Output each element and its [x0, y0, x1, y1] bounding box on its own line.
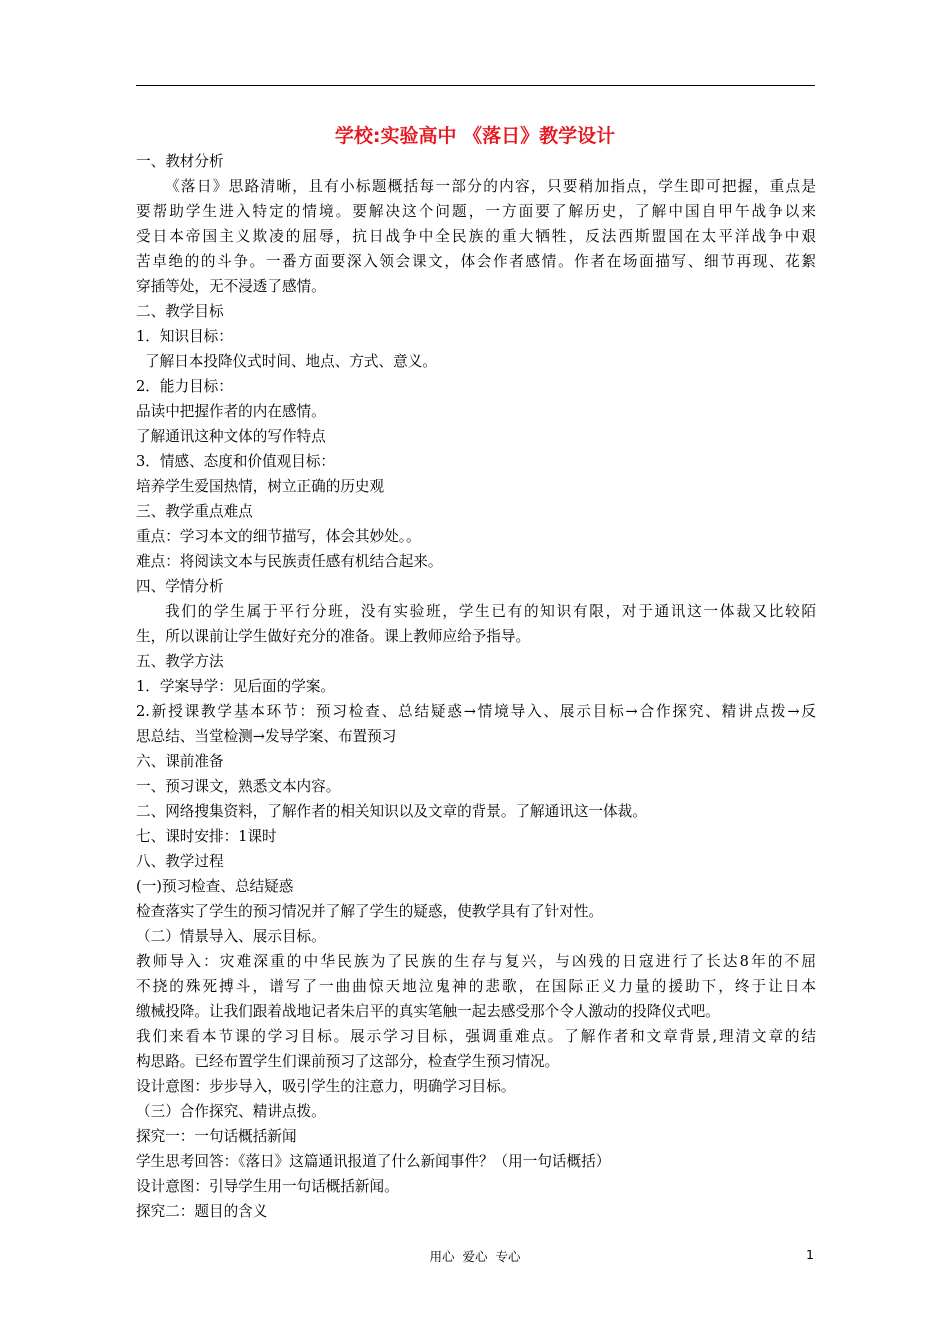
paragraph-line: 《落日》思路清晰，且有小标题概括每一部分的内容，只要稍加指点，学生即可把握，重点是 — [165, 178, 816, 195]
paragraph-line: 苦卓绝的的斗争。一番方面要深入领会课文，体会作者感情。作者在场面描写、细节再现、花絮 — [136, 253, 816, 270]
section-heading: 二、教学目标 — [136, 303, 224, 320]
section-heading: 一、教材分析 — [136, 153, 224, 170]
paragraph-line: 二、网络搜集资料，了解作者的相关知识以及文章的背景。了解通讯这一体裁。 — [136, 803, 647, 820]
page-footer — [0, 1247, 950, 1269]
section-heading: 五、教学方法 — [136, 653, 224, 670]
section-heading: 八、教学过程 — [136, 853, 224, 870]
paragraph-line: 学生思考回答：《落日》这篇通讯报道了什么新闻事件？（用一句话概括） — [136, 1153, 611, 1170]
paragraph-line: 探究一：一句话概括新闻 — [136, 1128, 297, 1145]
subheading: （三）合作探究、精讲点拨。 — [136, 1103, 326, 1120]
paragraph-line: 检查落实了学生的预习情况并了解了学生的疑惑，使教学具有了针对性。 — [136, 903, 604, 920]
paragraph-line: 设计意图：步步导入，吸引学生的注意力，明确学习目标。 — [136, 1078, 516, 1095]
section-heading: 三、教学重点难点 — [136, 503, 253, 520]
paragraph-line: 受日本帝国主义欺凌的屈辱，抗日战争中全民族的重大牺牲，反法西斯盟国在太平洋战争中艰 — [136, 228, 816, 245]
section-heading: 四、学情分析 — [136, 578, 224, 595]
paragraph-line: 缴械投降。让我们跟着战地记者朱启平的真实笔触一起去感受那个令人激动的投降仪式吧。 — [136, 1003, 720, 1020]
page-number: 1 — [806, 1247, 814, 1262]
paragraph-line: 品读中把握作者的内在感情。 — [136, 403, 326, 420]
paragraph-line: 设计意图：引导学生用一句话概括新闻。 — [136, 1178, 399, 1195]
paragraph-line: 2.新授课教学基本环节：预习检查、总结疑惑→情境导入、展示目标→合作探究、精讲点拨→反 — [136, 703, 816, 720]
paragraph-line: 教师导入：灾难深重的中华民族为了民族的生存与复兴，与凶残的日寇进行了长达8年的不屈 — [136, 953, 816, 970]
paragraph-line: 构思路。已经布置学生们课前预习了这部分，检查学生预习情况。 — [136, 1053, 560, 1070]
paragraph-line: 1．学案导学：见后面的学案。 — [136, 678, 336, 695]
document-title: 学校:实验高中 《落日》教学设计 — [334, 125, 616, 147]
subheading: 1．知识目标： — [136, 328, 233, 345]
paragraph-line: 我们的学生属于平行分班，没有实验班，学生已有的知识有限，对于通讯这一体裁又比较陌 — [165, 603, 816, 620]
paragraph-line: 我们来看本节课的学习目标。展示学习目标，强调重难点。了解作者和文章背景,理清文章的结 — [136, 1028, 816, 1045]
paragraph-line: 了解通讯这种文体的写作特点 — [136, 428, 326, 445]
paragraph-line: 探究二：题目的含义 — [136, 1203, 268, 1220]
section-heading: 七、课时安排：1课时 — [136, 828, 277, 845]
subheading: 3．情感、态度和价值观目标： — [136, 453, 336, 470]
paragraph-line: 生，所以课前让学生做好充分的准备。课上教师应给予指导。 — [136, 628, 531, 645]
paragraph-line: 思总结、当堂检测→发导学案、布置预习 — [136, 728, 397, 745]
footer-motto: 用心 爱心 专心 — [429, 1249, 521, 1264]
paragraph-line: 重点：学习本文的细节描写，体会其妙处。。 — [136, 528, 421, 545]
paragraph-line: 穿插等处，无不浸透了感情。 — [136, 278, 326, 295]
section-heading: 六、课前准备 — [136, 753, 224, 770]
subheading: （二）情景导入、展示目标。 — [136, 928, 326, 945]
paragraph-line: 培养学生爱国热情，树立正确的历史观 — [136, 478, 385, 495]
paragraph-line: 不挠的殊死搏斗，谱写了一曲曲惊天地泣鬼神的悲歌，在国际正义力量的援助下，终于让日本 — [136, 978, 816, 995]
paragraph-line: 难点：将阅读文本与民族责任感有机结合起来。 — [136, 553, 443, 570]
paragraph-line: 了解日本投降仪式时间、地点、方式、意义。 — [145, 353, 437, 370]
subheading: 2．能力目标： — [136, 378, 233, 395]
paragraph-line: 一、预习课文，熟悉文本内容。 — [136, 778, 341, 795]
document-body — [136, 149, 816, 1224]
subheading: (一)预习检查、总结疑惑 — [136, 878, 294, 895]
header-rule — [136, 85, 815, 86]
paragraph-line: 要帮助学生进入特定的情境。要解决这个问题，一方面要了解历史，了解中国自甲午战争以来 — [136, 203, 816, 220]
